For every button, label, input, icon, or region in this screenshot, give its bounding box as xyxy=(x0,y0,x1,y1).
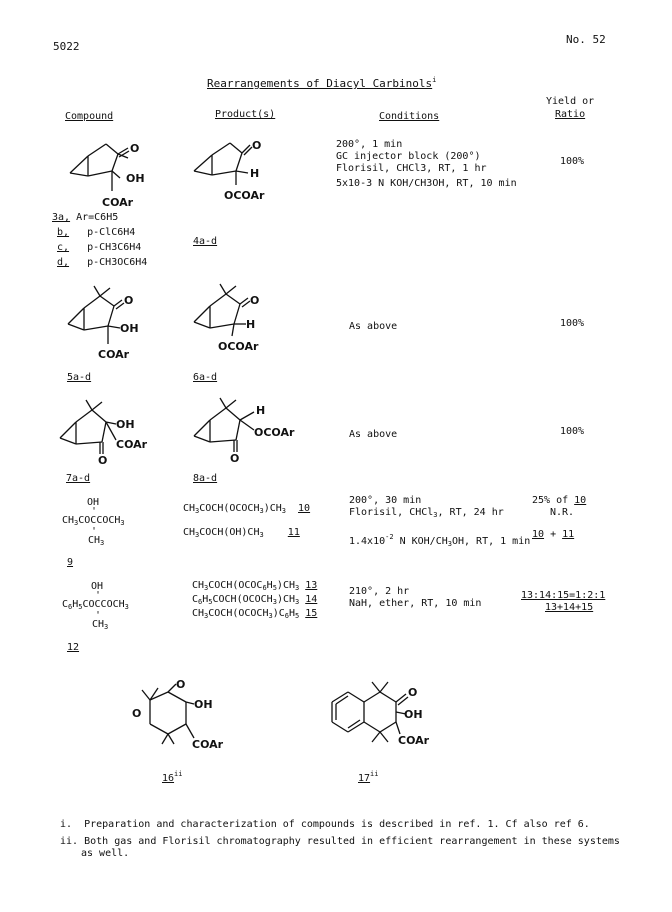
header-yield-2: Ratio xyxy=(555,109,586,120)
products-row4: $CH_3COCH(OCOCH_3)CH_3$ 10 $CH_3COCH(OH)CH_3$ 11 xyxy=(183,503,311,539)
header-compound: Compound xyxy=(65,111,114,122)
page-number: 5022 xyxy=(53,40,80,53)
structure-8 xyxy=(184,394,304,466)
svg-text:O: O xyxy=(132,707,142,720)
svg-text:O: O xyxy=(252,139,262,152)
structure-4 xyxy=(184,133,294,205)
svg-text:O: O xyxy=(250,294,260,307)
footnote-2-cont: as well. xyxy=(81,848,130,859)
yield-row2: 100% xyxy=(560,318,585,329)
journal-number: No. 52 xyxy=(566,33,606,46)
compound-12-structure: OH ' $C_6H_5COCCOCH_3$ ' $CH_3$ xyxy=(62,581,129,631)
compound-9-label: 9 xyxy=(67,557,74,568)
svg-text:COAr: COAr xyxy=(102,196,134,209)
svg-text:O: O xyxy=(230,452,240,465)
structure-16 xyxy=(128,678,238,766)
footnote-1: i. Preparation and characterization of compounds is described in ref. 1. Cf also ref 6. xyxy=(60,819,590,830)
svg-text:OH: OH xyxy=(120,322,139,335)
yield-row1: 100% xyxy=(560,156,585,167)
svg-text:H: H xyxy=(246,318,256,331)
svg-text:COAr: COAr xyxy=(192,738,224,751)
structure-7 xyxy=(50,398,170,468)
footnote-2: ii. Both gas and Florisil chromatography resulted in efficient rearrangement in these systems xyxy=(60,836,620,847)
products-row5: $CH_3COCH(OCOC_6H_5)CH_3$ 13 $C_6H_5COCH(OCOCH_3)CH_3$ 14 $CH_3COCH(OCOCH_3)C_6H_5$ 15 xyxy=(192,580,318,620)
yields-row4: 25% of 10 N.R. 10 + 11 xyxy=(532,495,587,540)
structure-17 xyxy=(326,680,466,764)
svg-text:OH: OH xyxy=(194,698,213,711)
compound-12-label: 12 xyxy=(67,642,80,653)
table-title: Rearrangements of Diacyl Carbinols$^i$ xyxy=(207,76,437,90)
structure-3 xyxy=(58,136,168,210)
svg-text:O: O xyxy=(130,142,140,155)
svg-text:O: O xyxy=(176,678,186,691)
product-8-label: 8a-d xyxy=(193,473,218,484)
compound-5-label: 5a-d xyxy=(67,372,92,383)
yields-row5: 13:14:15=1:2:1 13+14+15 xyxy=(521,590,606,613)
compound-3-list: 3a, Ar=C6H5 b, p-ClC6H4 c, p-CH3C6H4 d, p-CH3OC6H4 xyxy=(52,212,148,268)
svg-text:H: H xyxy=(256,404,266,417)
svg-text:OCOAr: OCOAr xyxy=(224,189,265,202)
svg-text:COAr: COAr xyxy=(398,734,430,747)
svg-text:OH: OH xyxy=(126,172,145,185)
header-conditions: Conditions xyxy=(379,111,440,122)
svg-text:OCOAr: OCOAr xyxy=(254,426,295,439)
conditions-row2: As above xyxy=(349,321,398,332)
svg-text:O: O xyxy=(124,294,134,307)
compound-16-label: 16$^{ii}$ xyxy=(162,770,183,784)
conditions-row5: 210°, 2 hr NaH, ether, RT, 10 min xyxy=(349,586,482,609)
compound-7-label: 7a-d xyxy=(66,473,91,484)
svg-text:COAr: COAr xyxy=(116,438,148,451)
compound-17-label: 17$^{ii}$ xyxy=(358,770,379,784)
conditions-row1: 200°, 1 min GC injector block (200°) Florisil, CHCl3, RT, 1 hr 5x10-3 N KOH/CH3OH, RT, 10 min xyxy=(336,139,517,189)
svg-text:COAr: COAr xyxy=(98,348,130,361)
svg-text:O: O xyxy=(408,686,418,699)
svg-text:O: O xyxy=(98,454,108,467)
structure-5 xyxy=(58,284,168,364)
svg-text:OH: OH xyxy=(404,708,423,721)
conditions-row4: 200°, 30 min Florisil, CHCl$_3$, RT, 24 hr $1.4x10^{-2}$ N KOH/$CH_3OH$, RT, 1 min xyxy=(349,495,531,548)
svg-text:OCOAr: OCOAr xyxy=(218,340,259,353)
product-6-label: 6a-d xyxy=(193,372,218,383)
header-products: Product(s) xyxy=(215,109,276,120)
conditions-row3: As above xyxy=(349,429,398,440)
svg-text:OH: OH xyxy=(116,418,135,431)
product-4-label: 4a-d xyxy=(193,236,218,247)
yield-row3: 100% xyxy=(560,426,585,437)
svg-text:H: H xyxy=(250,167,260,180)
structure-6 xyxy=(184,282,294,354)
compound-9-structure: OH ' $CH_3COCCOCH_3$ ' $CH_3$ xyxy=(62,497,125,547)
header-yield-1: Yield or xyxy=(546,96,595,107)
